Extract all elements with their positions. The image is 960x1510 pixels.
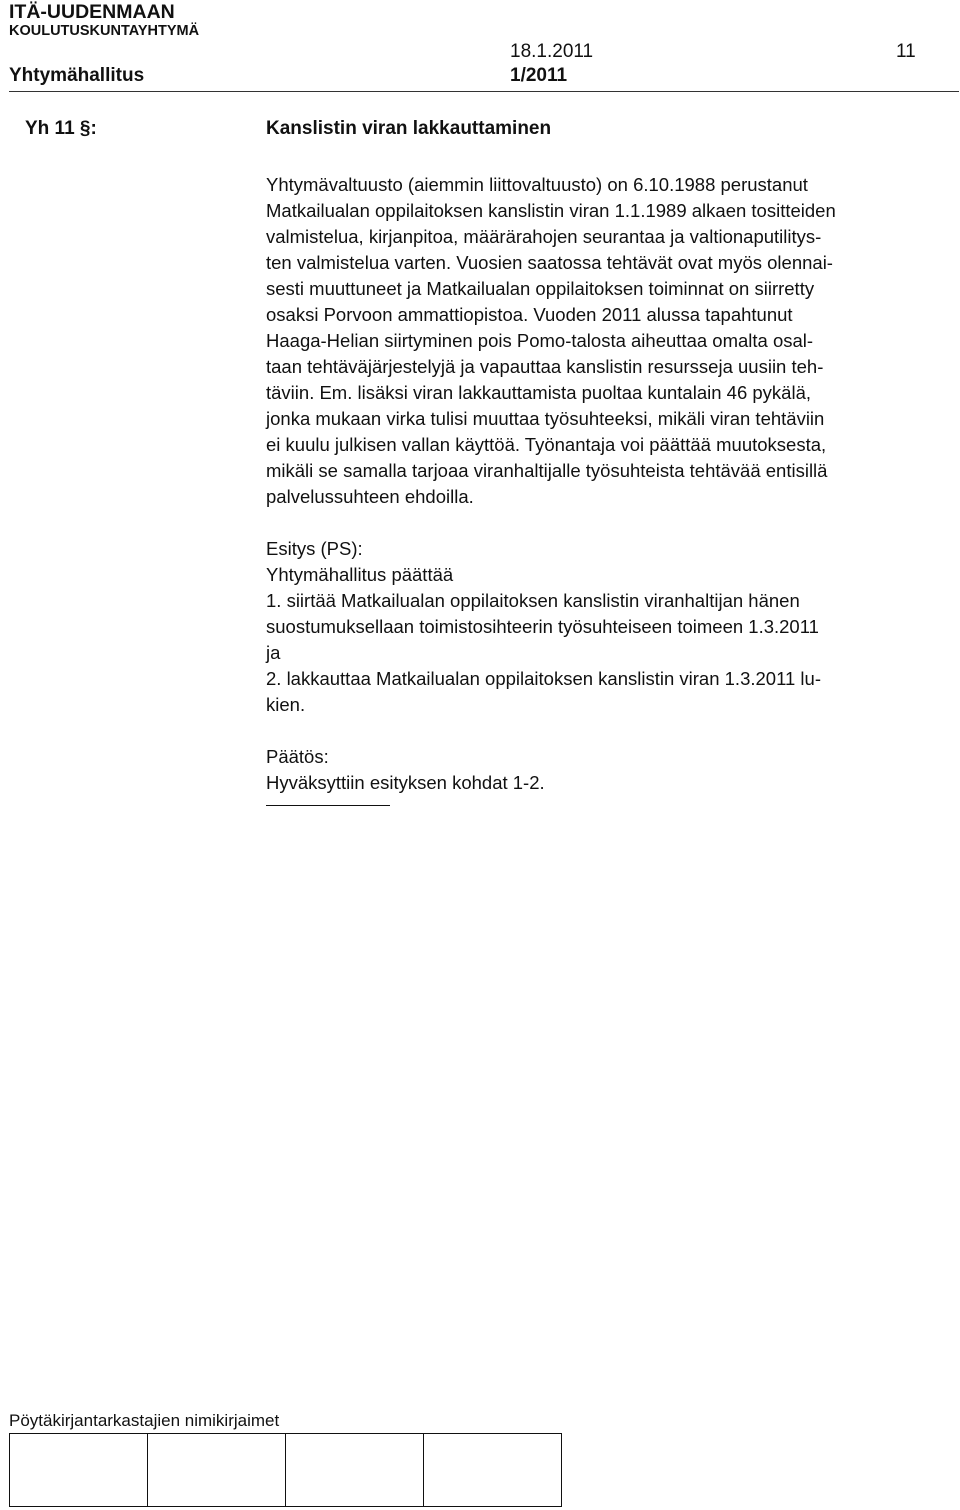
proposal-label: Esitys (PS): [266, 538, 363, 559]
decision-block [266, 744, 956, 796]
meeting-number: 1/2011 [510, 65, 568, 86]
body-line: täviin. Em. lisäksi viran lakkauttamista puoltaa kuntalain 46 pykälä, [266, 382, 811, 403]
proposal-line: 1. siirtää Matkailualan oppilaitoksen kanslistin viranhaltijan hänen [266, 590, 800, 611]
proposal-block [266, 536, 956, 718]
body-line: Matkailualan oppilaitoksen kanslistin viran 1.1.1989 alkaen tositteiden [266, 200, 836, 221]
body-line: jonka mukaan virka tulisi muuttaa työsuhteeksi, mikäli viran tehtäviin [266, 408, 825, 429]
initials-cell [148, 1434, 286, 1506]
header-divider [9, 91, 959, 92]
decision-label: Päätös: [266, 746, 329, 767]
proposal-intro: Yhtymähallitus päättää [266, 564, 454, 585]
organization-name: ITÄ-UUDENMAAN [9, 1, 175, 23]
body-line: ten valmistelua varten. Vuosien saatossa tehtävät ovat myös olennai- [266, 252, 833, 273]
initials-cell [424, 1434, 561, 1506]
decision-text: Hyväksyttiin esityksen kohdat 1-2. [266, 772, 545, 793]
paragraph-spacer [266, 510, 956, 536]
paragraph-spacer [266, 718, 956, 744]
body-line: mikäli se samalla tarjoaa viranhaltijalle työsuhteista tehtävää entisillä [266, 460, 828, 481]
section-number: Yh 11 §: [25, 118, 97, 139]
body-line: taan tehtäväjärjestelyjä ja vapauttaa kanslistin resursseja uusiin teh- [266, 356, 824, 377]
body-line: valmistelua, kirjanpitoa, määrärahojen seurantaa ja valtionaputilitys- [266, 226, 822, 247]
body-line: palvelussuhteen ehdoilla. [266, 486, 474, 507]
proposal-line: kien. [266, 694, 306, 715]
body-line: osaksi Porvoon ammattiopistoa. Vuoden 2011 alussa tapahtunut [266, 304, 793, 325]
proposal-line: suostumuksellaan toimistosihteerin työsuhteiseen toimeen 1.3.2011 [266, 616, 819, 637]
governing-body-name: Yhtymähallitus [9, 65, 145, 86]
body-line: ei kuulu julkisen vallan käyttöä. Työnantaja voi päättää muutoksesta, [266, 434, 827, 455]
page-number: 11 [896, 41, 916, 62]
body-line: sesti muuttuneet ja Matkailualan oppilaitoksen toiminnat on siirretty [266, 278, 815, 299]
meeting-date: 18.1.2011 [510, 41, 594, 62]
body-line: Haaga-Helian siirtyminen pois Pomo-talosta aiheuttaa omalta osal- [266, 330, 814, 351]
section-end-rule [266, 805, 390, 806]
proposal-line: ja [266, 642, 281, 663]
background-paragraph [266, 172, 956, 510]
initials-cell [286, 1434, 424, 1506]
section-title: Kanslistin viran lakkauttaminen [266, 118, 552, 139]
organization-subtitle: KOULUTUSKUNTAYHTYMÄ [9, 23, 200, 39]
body-line: Yhtymävaltuusto (aiemmin liittovaltuusto) on 6.10.1988 perustanut [266, 174, 808, 195]
initials-cell [10, 1434, 148, 1506]
proposal-line: 2. lakkauttaa Matkailualan oppilaitoksen kanslistin viran 1.3.2011 lu- [266, 668, 821, 689]
minutes-body [266, 172, 956, 796]
initials-table [9, 1433, 562, 1507]
signatures-caption: Pöytäkirjantarkastajien nimikirjaimet [9, 1411, 280, 1430]
